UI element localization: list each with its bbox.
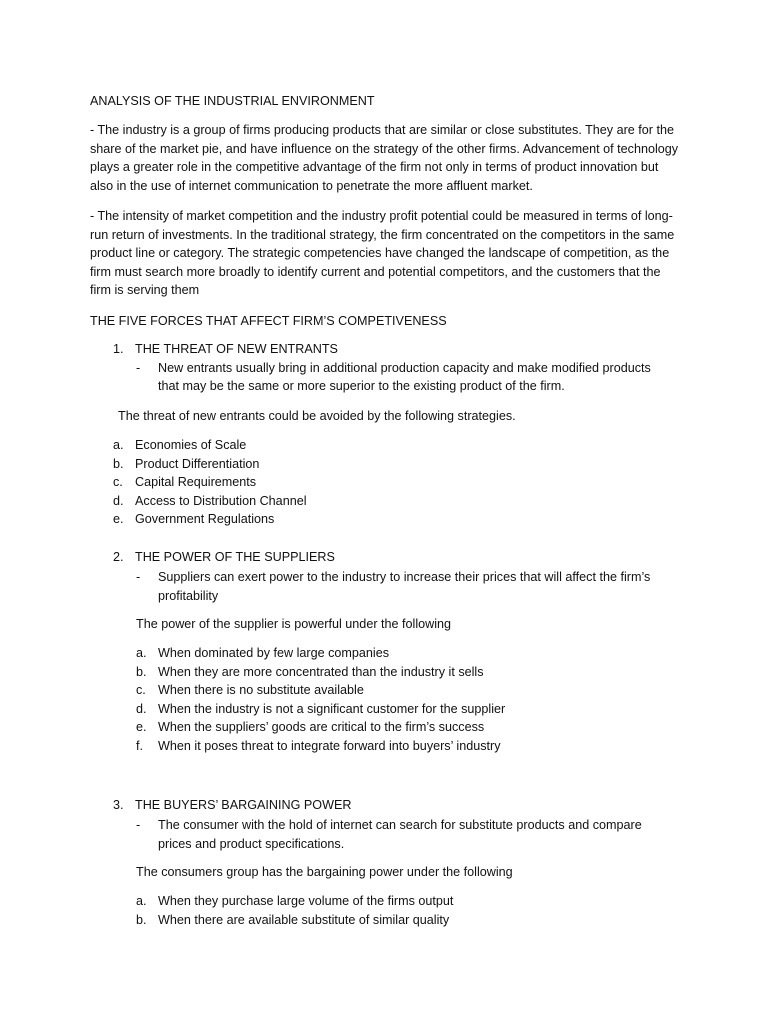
dash-bullet: - — [136, 818, 141, 832]
condition-list — [136, 892, 556, 929]
force-lead-text: The power of the supplier is powerful under the following — [136, 617, 452, 631]
force-lead-text: The consumers group has the bargaining power under the following — [136, 865, 513, 879]
list-item: a. Economies of Scale — [113, 438, 247, 452]
force-description: The consumer with the hold of internet can search for substitute products and compare prices and product specifications. — [158, 818, 642, 851]
force-number: 2. — [113, 550, 124, 564]
dash-bullet: - — [136, 360, 141, 375]
list-item: c. Capital Requirements — [113, 475, 257, 490]
force-description: New entrants usually bring in additional production capacity and make modified products that may be the same or more superior to the existing product of the firm. — [158, 360, 651, 394]
list-item: b. When they are more concentrated than the industry it sells — [136, 664, 484, 679]
force-number: 1. — [113, 342, 124, 356]
strategy-list — [113, 436, 513, 529]
list-item: c. When there is no substitute available — [136, 683, 364, 698]
force-title: THE BUYERS’ BARGAINING POWER — [135, 798, 352, 812]
list-item: e. Government Regulations — [113, 512, 275, 527]
list-item: a. When they purchase large volume of the firms output — [136, 894, 454, 908]
dash-bullet: - — [136, 570, 141, 584]
list-item: b. When there are available substitute of similar quality — [136, 912, 450, 927]
force-title: THE POWER OF THE SUPPLIERS — [135, 550, 335, 564]
force-lead-text: The threat of new entrants could be avoided by the following strategies. — [118, 409, 516, 423]
force-number: 3. — [113, 798, 124, 812]
list-item: a. When dominated by few large companies — [136, 646, 390, 660]
document-title: ANALYSIS OF THE INDUSTRIAL ENVIRONMENT — [90, 94, 375, 108]
list-item: f. When it poses threat to integrate forward into buyers’ industry — [136, 738, 501, 753]
intro-paragraph-1: - The industry is a group of firms producing products that are similar or close substitutes. They are for the share of the market pie, and have influence on the strategy of the other firms. Advancement of technology plays a greater role in the competitive advantage of the firm not only in terms of product innovation but also in the use of internet communication to penetrate the more affluent market. — [90, 123, 679, 193]
list-item: d. Access to Distribution Channel — [113, 493, 307, 508]
section-title: THE FIVE FORCES THAT AFFECT FIRM’S COMPETIVENESS — [90, 314, 447, 328]
condition-list — [136, 644, 556, 756]
list-item: d. When the industry is not a significant customer for the supplier — [136, 701, 506, 716]
intro-paragraph-2: - The intensity of market competition and the industry profit potential could be measured in terms of long-run return of investments. In the traditional strategy, the firm concentrated on the competitors in the same product line or category. The strategic competencies have changed the landscape of competition, as the firm must search more broadly to identify current and potential competitors, and the customers that the firm is serving them — [90, 209, 675, 298]
list-item: b. Product Differentiation — [113, 456, 260, 471]
force-title: THE THREAT OF NEW ENTRANTS — [135, 342, 338, 356]
force-description: Suppliers can exert power to the industry to increase their prices that will affect the firm’s profitability — [158, 570, 651, 603]
list-item: e. When the suppliers’ goods are critical to the firm’s success — [136, 720, 485, 735]
